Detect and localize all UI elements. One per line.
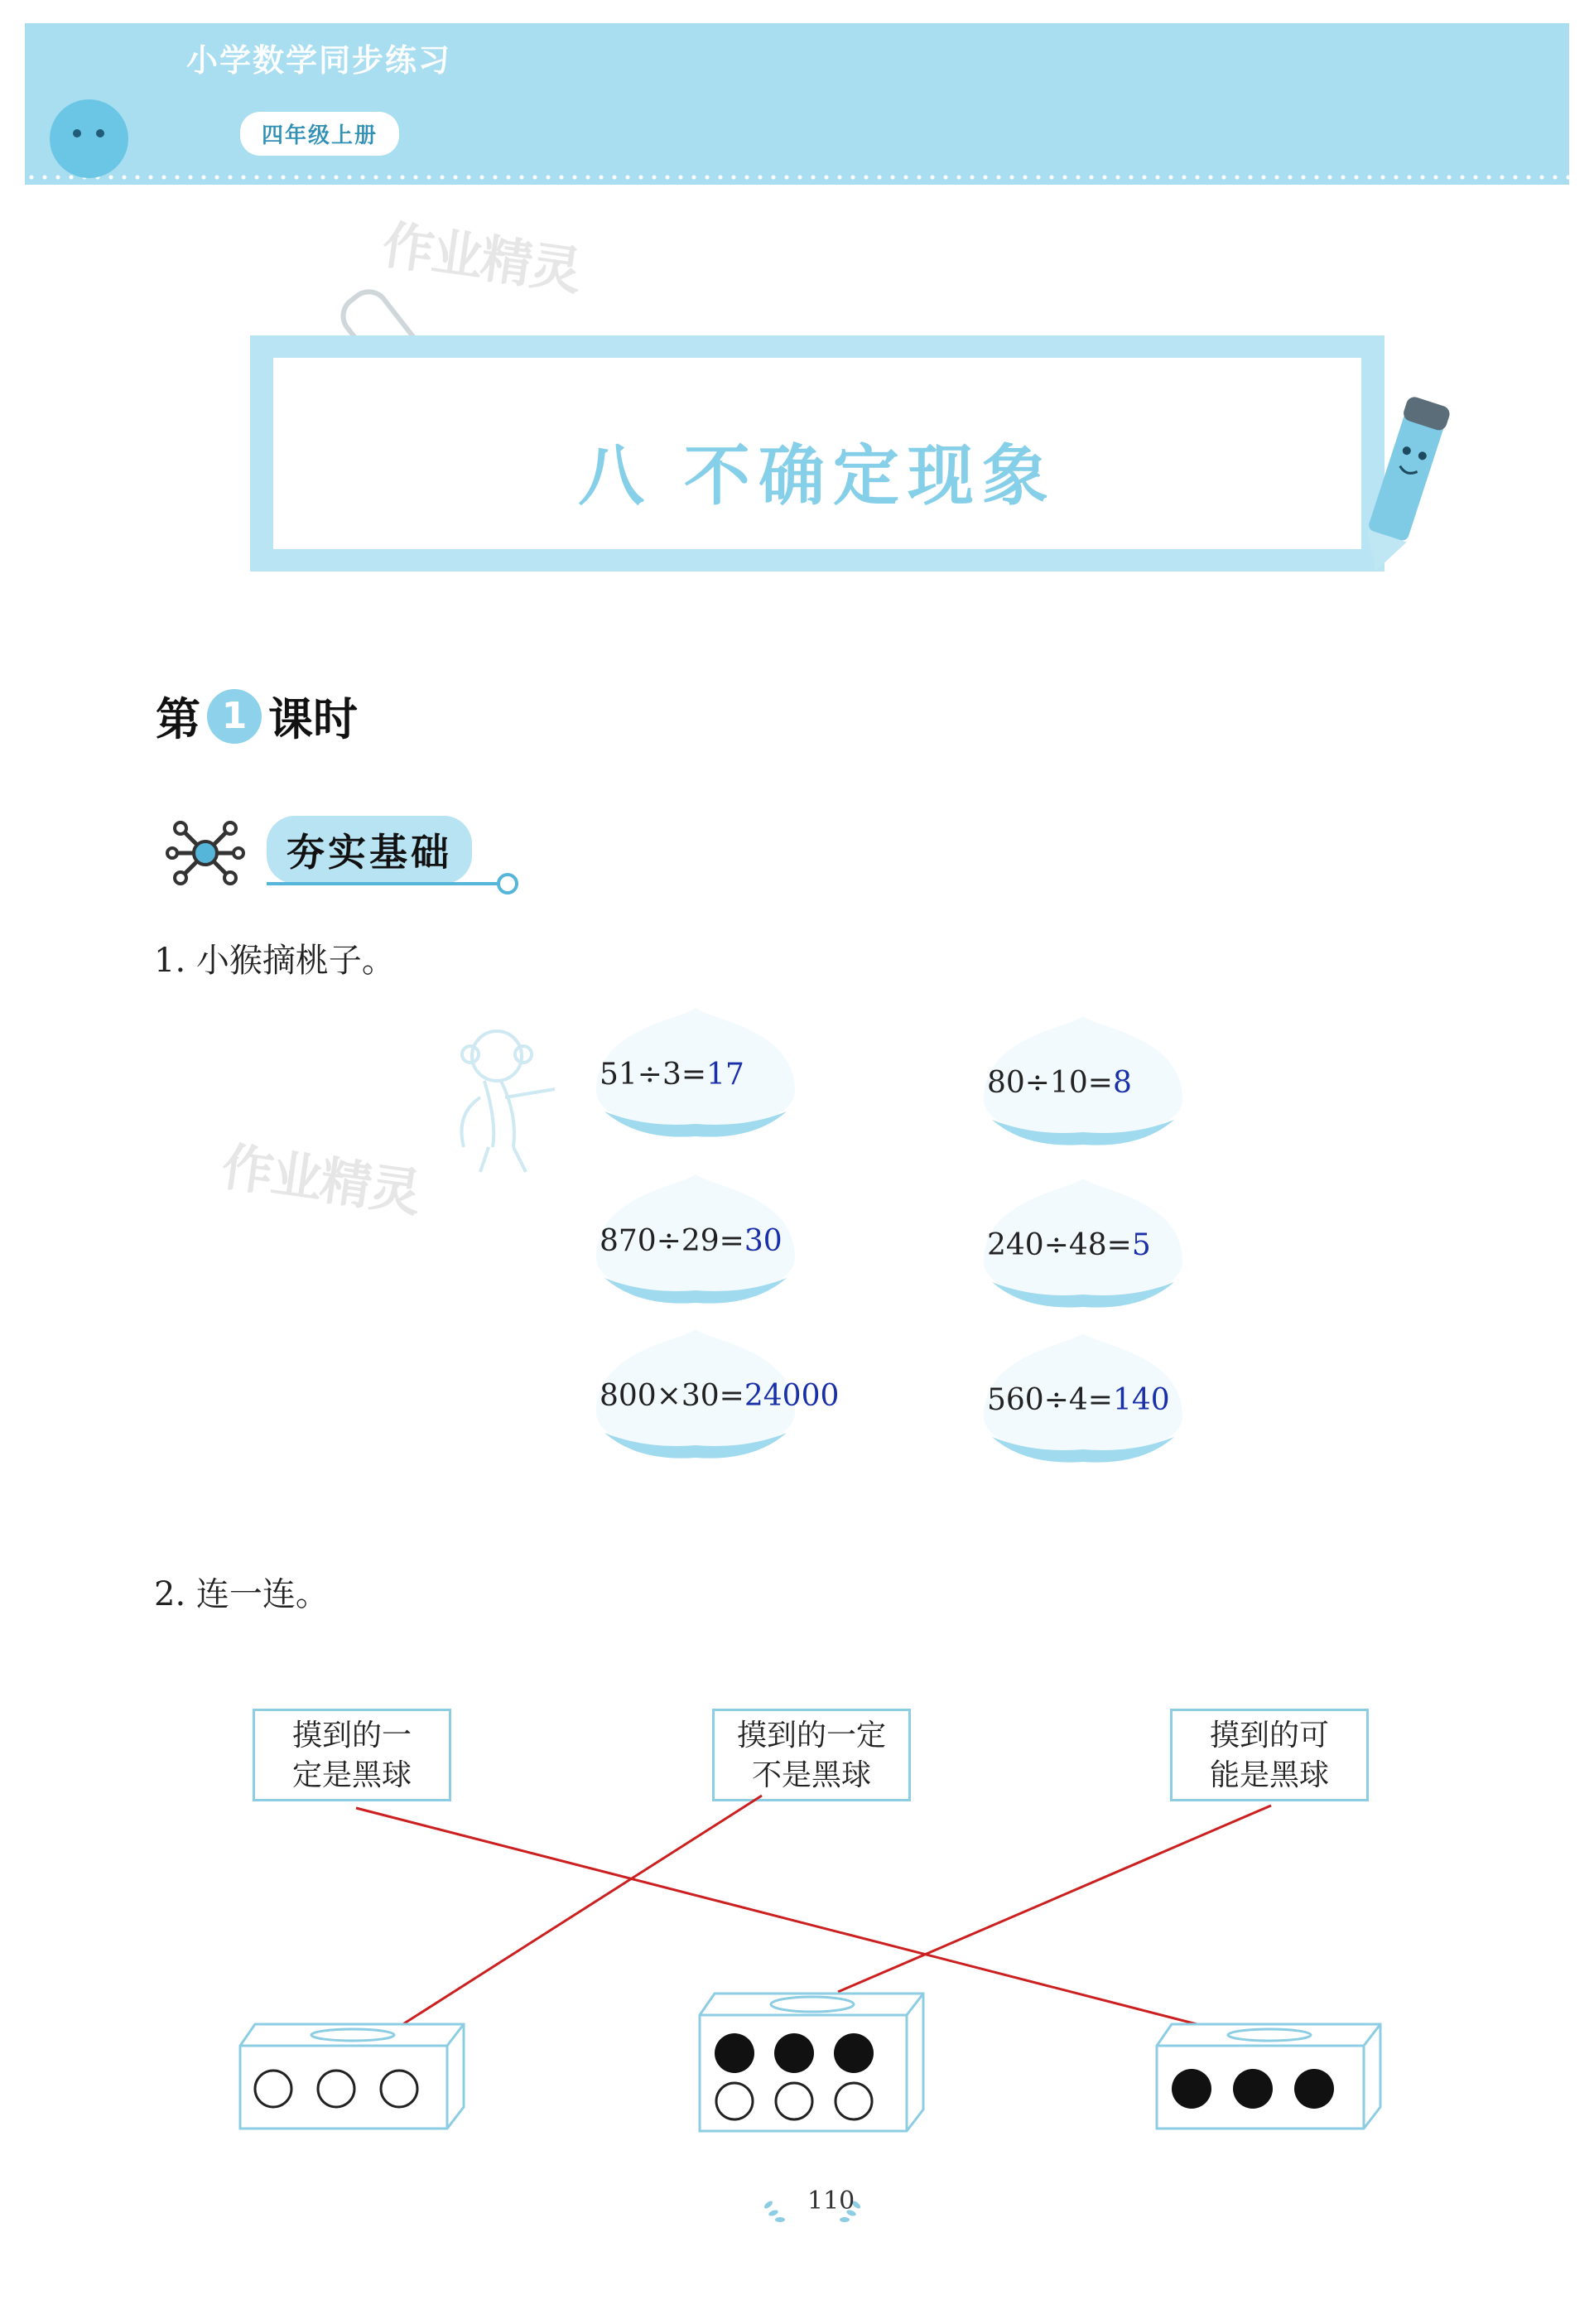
option-text: 摸到的一 [291,1719,412,1753]
peach-answer: 140 [1112,1383,1170,1417]
peach-expression: 800×30= [600,1379,744,1413]
lesson-suffix: 课时 [268,693,358,745]
ball-container [1155,2014,1387,2130]
peach-expression: 51÷3= [600,1058,707,1092]
ball-container [698,1984,930,2133]
connection-line [838,1806,1271,1992]
peach-answer: 17 [706,1058,744,1092]
lesson-prefix: 第 [156,693,200,745]
question-1-label: 1. 小猴摘桃子。 [154,942,395,980]
watermark: 作业精灵 [378,214,585,302]
section-tag: 夯实基础 [267,816,472,884]
option-text: 不是黑球 [751,1758,871,1792]
option-text: 摸到的一定 [736,1719,886,1753]
book-title: 小学数学同步练习 [186,42,452,79]
option-text: 定是黑球 [291,1758,412,1792]
ball-container [238,2014,470,2130]
question-2-label: 2. 连一连。 [154,1575,329,1613]
option-text: 能是黑球 [1209,1758,1329,1792]
peach-expression: 560÷4= [987,1383,1113,1417]
page-number: 110 [807,2187,855,2216]
peach-answer: 30 [744,1224,783,1258]
peach-expression: 240÷48= [987,1228,1132,1262]
chapter-title: 八 不确定现象 [578,437,1057,514]
lesson-number-badge: 1 [207,689,262,744]
peach-expression: 870÷29= [600,1224,744,1258]
peach-answer: 5 [1131,1228,1151,1262]
watermark: 作业精灵 [218,1135,424,1224]
option-text: 摸到的可 [1209,1719,1329,1753]
peach-answer: 8 [1112,1066,1132,1100]
grade-badge: 四年级上册 [240,112,399,156]
peach-answer: 24000 [744,1379,840,1413]
peach-expression: 80÷10= [987,1066,1113,1100]
